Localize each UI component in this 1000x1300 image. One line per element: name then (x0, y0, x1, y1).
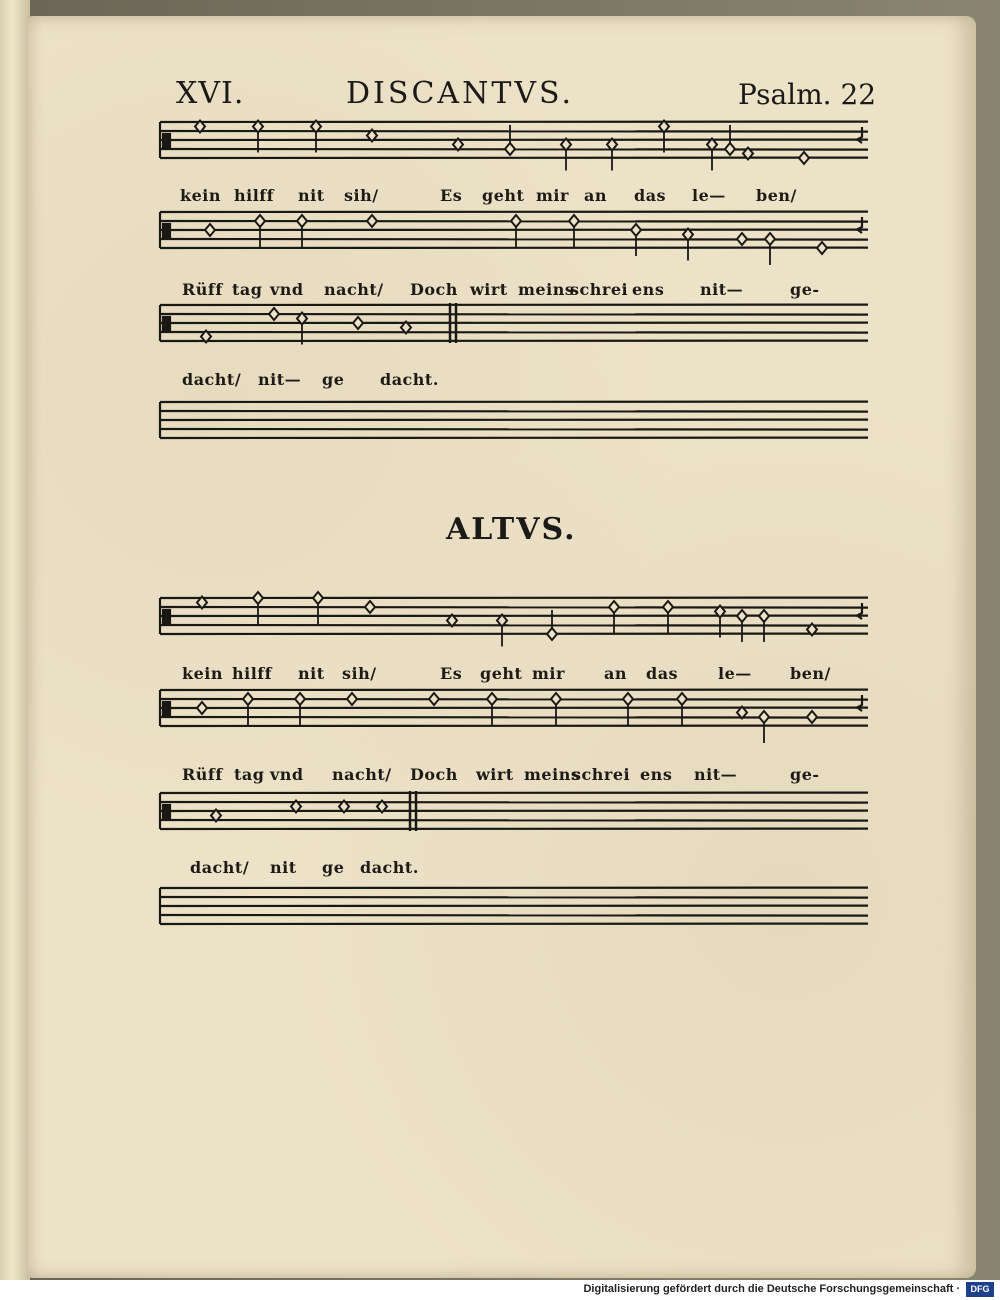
note-head (551, 693, 561, 725)
lyric-syllable: das (634, 186, 667, 205)
lyric-syllable: tag (234, 765, 265, 784)
note-head (311, 121, 321, 153)
note-head (663, 601, 673, 633)
lyric-syllable: mir (536, 186, 569, 205)
altus-staff-3 (160, 791, 868, 831)
c-clef-icon (163, 317, 170, 331)
lyric-syllable: hilff (234, 186, 275, 205)
note-head (707, 139, 717, 171)
note-head (683, 229, 693, 261)
voice-title-discantus: DISCANTVS. (346, 76, 575, 111)
lyric-syllable: ge- (790, 280, 820, 299)
psalm-number: Psalm. 22 (738, 78, 877, 111)
note-head (561, 139, 571, 171)
dfg-logo-icon: DFG (966, 1282, 994, 1297)
note-head (765, 233, 775, 265)
note-head (197, 702, 207, 714)
note-head (269, 308, 279, 320)
staff-line (160, 820, 868, 821)
note-head (607, 139, 617, 171)
discantus-staff-3 (160, 303, 868, 343)
note-head (609, 601, 619, 633)
lyric-syllable: Rüff (182, 280, 223, 299)
note-head (759, 711, 769, 743)
staff-line (160, 411, 868, 412)
lyric-syllable: tag (232, 280, 263, 299)
lyric-syllable: geht (482, 186, 525, 205)
note-head (737, 233, 747, 245)
note-head (659, 121, 669, 153)
lyric-syllable: ben/ (756, 186, 797, 205)
c-clef-icon (163, 805, 170, 819)
note-head (347, 693, 357, 705)
lyric-syllable: ens (640, 765, 673, 784)
staff-line (160, 429, 868, 430)
note-head (511, 215, 521, 247)
note-head (677, 693, 687, 725)
lyric-syllable: wirt (476, 765, 514, 784)
note-head (365, 601, 375, 613)
lyric-syllable: dacht. (380, 370, 439, 389)
lyric-syllable: nit (270, 858, 297, 877)
lyric-syllable: le— (692, 186, 726, 205)
note-head (297, 313, 307, 345)
lyric-syllable: nacht/ (324, 280, 384, 299)
lyric-syllable: sih/ (344, 186, 379, 205)
lyric-syllable: geht (480, 664, 523, 683)
note-head (799, 152, 809, 164)
lyric-syllable: hilff (232, 664, 273, 683)
lyric-syllable: nit— (258, 370, 302, 389)
lyric-syllable: nacht/ (332, 765, 392, 784)
lyric-syllable: vnd (270, 765, 304, 784)
lyric-syllable: Doch (410, 765, 458, 784)
note-head (353, 317, 363, 329)
lyric-syllable: kein (182, 664, 223, 683)
discantus-staff-4-empty (160, 402, 868, 438)
lyric-syllable: ge- (790, 765, 820, 784)
lyric-syllable: ge (322, 370, 345, 389)
note-head (623, 693, 633, 725)
lyric-syllable: nit (298, 186, 325, 205)
folio-number: XVI. (176, 76, 245, 111)
note-head (807, 711, 817, 723)
voice-title-altus: ALTVS. (446, 512, 577, 547)
lyric-syllable: sih/ (342, 664, 377, 683)
lyric-syllable: meins (518, 280, 575, 299)
c-clef-icon (163, 702, 170, 716)
lyric-syllable: Es (440, 186, 463, 205)
lyric-syllable: dacht/ (190, 858, 250, 877)
lyric-syllable: mir (532, 664, 565, 683)
note-head (429, 693, 439, 705)
lyric-syllable: le— (718, 664, 752, 683)
c-clef-icon (163, 224, 170, 238)
lyric-syllable: vnd (270, 280, 304, 299)
lyric-syllable: dacht. (360, 858, 419, 877)
lyric-syllable: Rüff (182, 765, 223, 784)
note-head (205, 224, 215, 236)
lyric-syllable: nit— (694, 765, 738, 784)
staff-line (160, 897, 868, 898)
staff-line (160, 915, 868, 916)
altus-staff-4-empty (160, 888, 868, 924)
staff-line (160, 314, 868, 315)
lyric-syllable: dacht/ (182, 370, 242, 389)
staff-line (160, 607, 868, 608)
lyric-syllable: an (584, 186, 607, 205)
lyric-syllable: schrei (570, 280, 629, 299)
note-head (497, 615, 507, 647)
c-clef-icon (163, 610, 170, 624)
note-head (367, 215, 377, 227)
note-head (487, 693, 497, 725)
staff-line (160, 802, 868, 803)
discantus-staff-1 (160, 122, 868, 158)
lyric-syllable: Es (440, 664, 463, 683)
lyric-syllable: nit (298, 664, 325, 683)
lyric-syllable: ge (322, 858, 345, 877)
lyric-syllable: ben/ (790, 664, 831, 683)
staff-line (160, 131, 868, 132)
lyric-syllable: an (604, 664, 627, 683)
lyric-syllable: ens (632, 280, 665, 299)
lyric-syllable: nit— (700, 280, 744, 299)
lyric-syllable: meins (524, 765, 581, 784)
c-clef-icon (163, 134, 170, 148)
lyric-syllable: wirt (470, 280, 508, 299)
lyric-syllable: das (646, 664, 679, 683)
staff-line (160, 699, 868, 700)
staff-line (160, 239, 868, 240)
note-head (817, 242, 827, 254)
staff-line (160, 625, 868, 626)
staff-line (160, 332, 868, 333)
lyric-syllable: kein (180, 186, 221, 205)
lyric-syllable: schrei (572, 765, 631, 784)
lyric-syllable: Doch (410, 280, 458, 299)
digitization-credit: Digitalisierung gefördert durch die Deutsche Forschungsgemeinschaft · (583, 1283, 960, 1295)
note-head (569, 215, 579, 247)
note-head (253, 121, 263, 153)
